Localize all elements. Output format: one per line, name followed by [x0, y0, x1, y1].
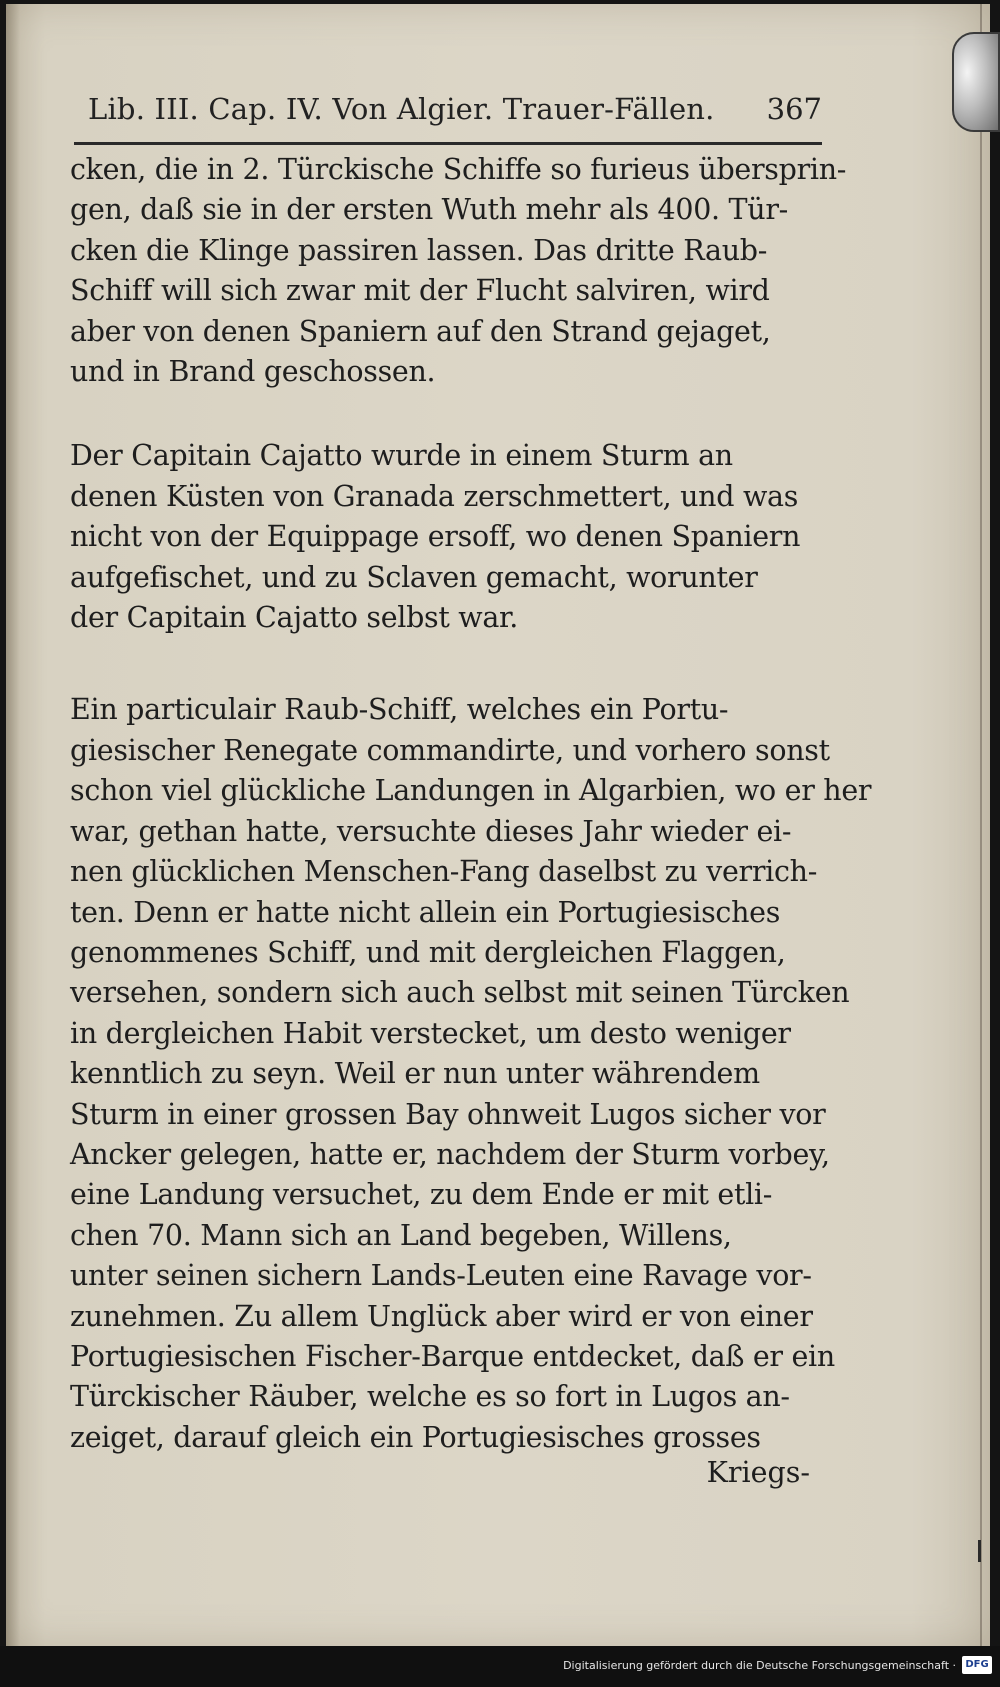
body-text [70, 150, 872, 1458]
paragraph-3: Ein particulair Raub-Schiff, welches ein Portu- giesischer Renegate commandirte, und vorhero sonst schon viel glückliche Landungen in Algarbien, wo er her war, gethan hatte, versuchte dieses Jahr wieder ei- nen glücklichen Menschen-Fang daselbst zu verrich- ten. Denn er hatte nicht allein ein Portugiesisches genommenes Schiff, und mit dergleichen Flaggen, versehen, sondern sich auch selbst mit seinen Türcken in dergleichen Habit verstecket, um desto weniger kenntlich zu seyn. Weil er nun unter währendem Sturm in einer grossen Bay ohnweit Lugos sicher vor Ancker gelegen, hatte er, nachdem der Sturm vorbey, eine Landung versuchet, zu dem Ende er mit etli- chen 70. Mann sich an Land begeben, Willens, unter seinen sichern Lands-Leuten eine Ravage vor- zunehmen. Zu allem Unglück aber wird er von einer Portugiesischen Fischer-Barque entdecket, daß er ein Türckischer Räuber, welche es so fort in Lugos an- zeiget, darauf gleich ein Portugiesisches grosses [70, 693, 872, 1454]
page-number: 367 [766, 92, 822, 126]
gutter-shadow [6, 4, 20, 1646]
catchword: Kriegs- [706, 1456, 810, 1489]
footer-bar [0, 1646, 1000, 1687]
book-page [6, 4, 990, 1646]
paragraph-2: Der Capitain Cajatto wurde in einem Sturm an denen Küsten von Granada zerschmettert, und was nicht von der Equippage ersoff, wo denen Spaniern aufgefischet, und zu Sclaven gemacht, worunter der Capitain Cajatto selbst war. [70, 439, 801, 635]
header-rule [74, 142, 822, 145]
running-title: Lib. III. Cap. IV. Von Algier. Trauer-Fällen. [88, 92, 715, 126]
running-header [88, 86, 822, 136]
paragraph-1: cken, die in 2. Türckische Schiffe so furieus übersprin- gen, daß sie in der ersten Wuth mehr als 400. Tür- cken die Klinge passiren lassen. Das dritte Raub- Schiff will sich zwar mit der Flucht salviren, wird aber von denen Spaniern auf den Strand gejaget, und in Brand geschossen. [70, 153, 847, 389]
funding-credit: Digitalisierung gefördert durch die Deutsche Forschungsgemeinschaft · [563, 1659, 956, 1672]
scanner-clamp [952, 32, 1000, 132]
page-edge [980, 4, 982, 1646]
paragraph-gap [70, 638, 824, 690]
paragraph-gap [70, 392, 824, 436]
scan-speck [978, 1540, 981, 1562]
dfg-logo-icon: DFG [962, 1656, 992, 1674]
